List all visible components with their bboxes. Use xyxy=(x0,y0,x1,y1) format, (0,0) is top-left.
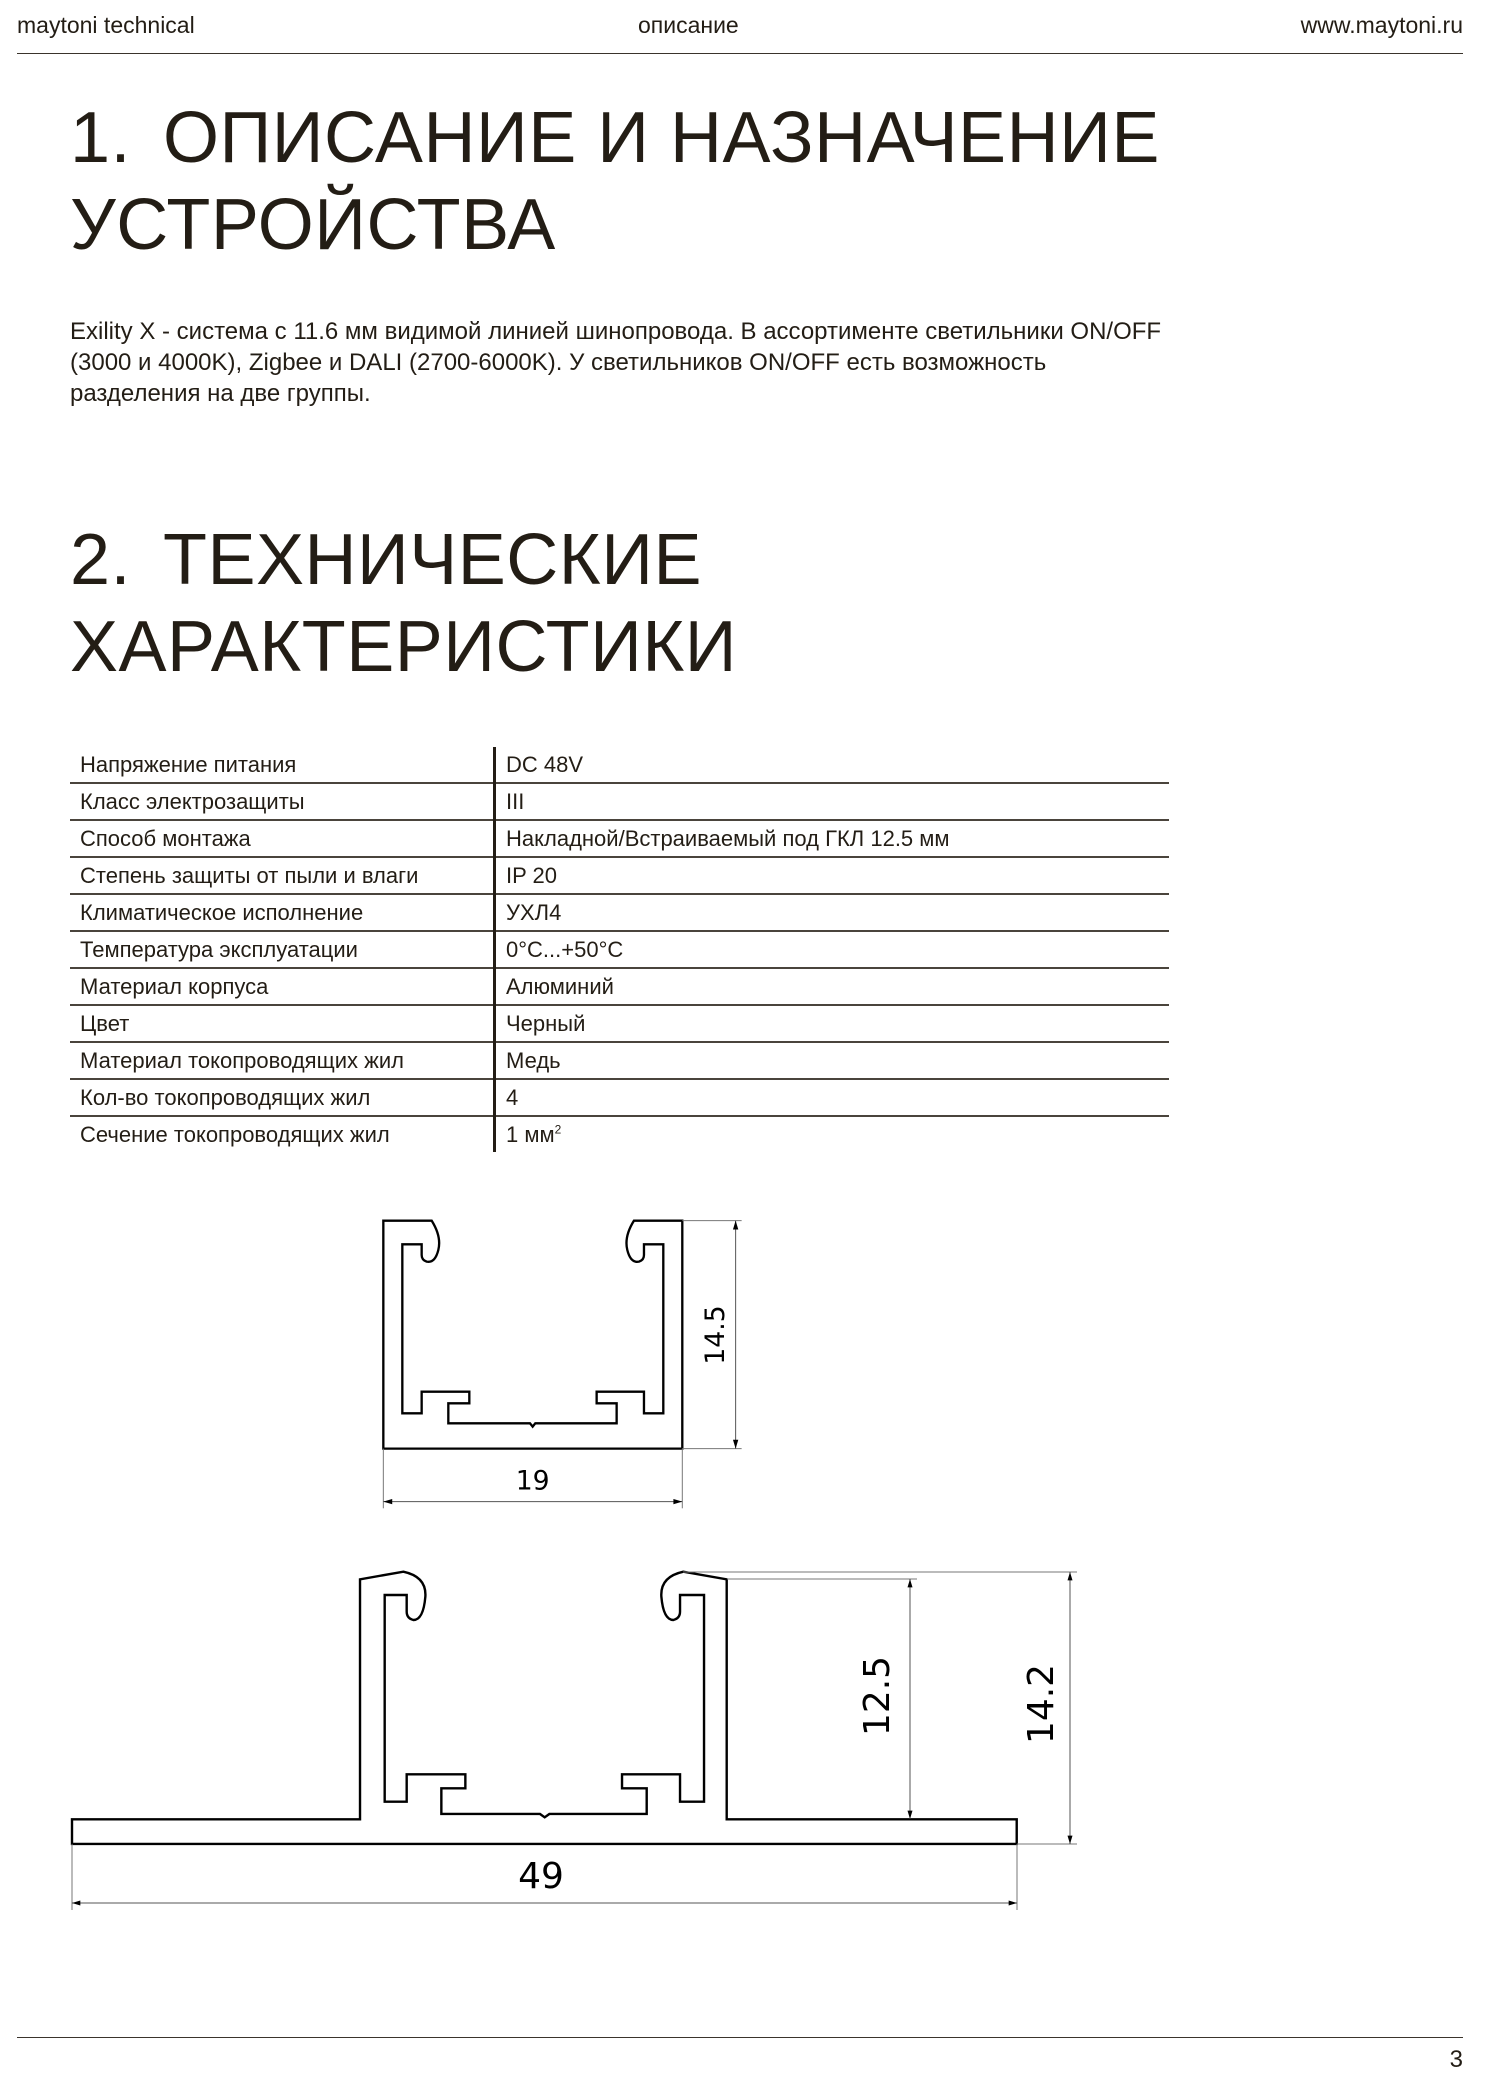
superscript: 2 xyxy=(554,1122,562,1137)
spec-label: Материал корпуса xyxy=(70,968,495,1005)
dim-inner-height-label: 12.5 xyxy=(857,1655,898,1737)
footer-divider xyxy=(17,2037,1463,2038)
profile-drawing-recessed xyxy=(72,1572,1077,1910)
header-url[interactable]: www.maytoni.ru xyxy=(1300,12,1463,38)
spec-label: Материал токопроводящих жил xyxy=(70,1042,495,1079)
section2-number: 2. xyxy=(70,520,132,600)
header-brand: maytoni technical xyxy=(17,12,195,38)
spec-value-text: III xyxy=(506,788,525,814)
dim-total-height-label: 14.2 xyxy=(1021,1663,1062,1745)
dim-width-label: 19 xyxy=(515,1465,550,1497)
header-section: описание xyxy=(638,12,739,38)
spec-value-text: Накладной/Встраиваемый под ГКЛ 12.5 мм xyxy=(506,825,950,851)
spec-value-text: УХЛ4 xyxy=(506,899,562,925)
spec-label: Цвет xyxy=(70,1005,495,1042)
spec-label: Сечение токопроводящих жил xyxy=(70,1116,495,1152)
spec-value-text: 1 мм xyxy=(506,1121,555,1147)
spec-value-text: 4 xyxy=(506,1084,519,1110)
dim-height-label: 14.5 xyxy=(699,1305,731,1365)
spec-label: Климатическое исполнение xyxy=(70,894,495,931)
spec-value-text: 0°C...+50°C xyxy=(506,936,624,962)
spec-label: Напряжение питания xyxy=(70,747,495,783)
spec-value-text: DC 48V xyxy=(506,751,584,777)
spec-label: Кол-во токопроводящих жил xyxy=(70,1079,495,1116)
spec-label: Класс электрозащиты xyxy=(70,783,495,820)
dim-width-label: 49 xyxy=(518,1856,564,1897)
section1-title-line1: ОПИСАНИЕ И НАЗНАЧЕНИЕ xyxy=(163,98,1160,178)
page-number: 3 xyxy=(1449,2046,1463,2073)
spec-label: Способ монтажа xyxy=(70,820,495,857)
section2-title-line1: ТЕХНИЧЕСКИЕ xyxy=(163,520,702,600)
spec-label: Степень защиты от пыли и влаги xyxy=(70,857,495,894)
profile-outline xyxy=(383,1221,682,1449)
section2-title-line2: ХАРАКТЕРИСТИКИ xyxy=(70,607,738,687)
spec-value-text: Медь xyxy=(506,1047,561,1073)
spec-value-text: Алюминий xyxy=(506,973,614,999)
profile-drawing-surface xyxy=(383,1221,741,1509)
spec-label: Температура эксплуатации xyxy=(70,931,495,968)
section1-title-line2: УСТРОЙСТВА xyxy=(70,185,556,265)
section1-number: 1. xyxy=(70,98,132,178)
description-text: Exility X - система с 11.6 мм видимой линией шинопровода. В ассортименте светильники ON/OFF (3000 и 4000K), Zigbee и DALI (2700-6000K). У светильников ON/OFF есть возможность разделения на две группы. xyxy=(70,318,1162,407)
spec-value-text: Черный xyxy=(506,1010,586,1036)
spec-value-text: IP 20 xyxy=(506,862,557,888)
